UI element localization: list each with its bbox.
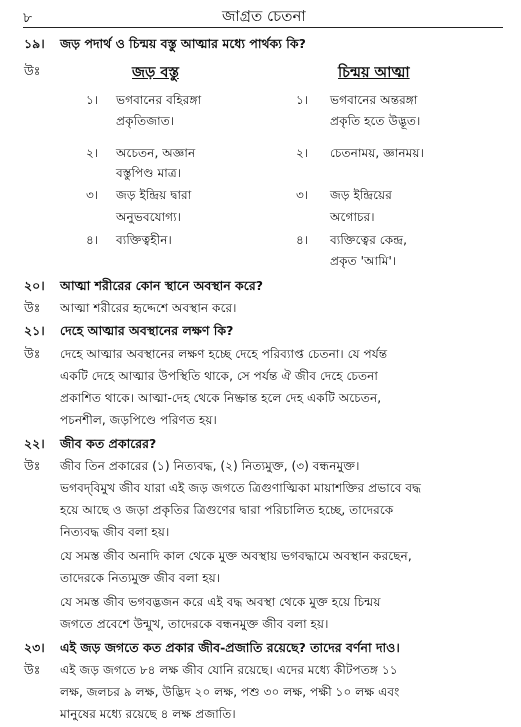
q19-left-num: ৩। bbox=[86, 188, 99, 202]
q22-answer-line: নিত্যবদ্ধ জীব বলা হয়। bbox=[60, 525, 170, 539]
q20-answer-label: উঃ bbox=[24, 300, 41, 315]
q19-col-left-head: জড় বস্তু bbox=[132, 65, 179, 81]
q19-left-text: অচেতন, অজ্ঞান bbox=[116, 146, 196, 160]
q21-answer-label: উঃ bbox=[24, 346, 41, 361]
q21-answer-line: পচনশীল, জড়পিণ্ডে পরিণত হয়। bbox=[60, 413, 217, 427]
q19-left-num: ৪। bbox=[86, 233, 99, 247]
q22-question: জীব কত প্রকারের? bbox=[60, 436, 157, 451]
q19-col-right-head: চিন্ময় আত্মা bbox=[338, 65, 410, 81]
q23-answer-line: মানুষের মধ্যে রয়েছে ৪ লক্ষ প্রজাতি। bbox=[60, 707, 236, 721]
q21-answer-line: দেহে আত্মার অবস্থানের লক্ষণ হচ্ছে দেহে পরিব্যাপ্ত চেতনা। যে পর্যন্ত bbox=[60, 347, 388, 361]
running-title: জাগ্রত চেতনা bbox=[222, 7, 306, 25]
q22-answer-line: তাদেরকে নিত্যমুক্ত জীব বলা হয়। bbox=[60, 571, 221, 585]
q19-right-num: ৪। bbox=[296, 233, 309, 247]
q22-answer-line: জগতে প্রবেশে উন্মুখ, তাদেরকে বন্ধনমুক্ত জীব বলা হয়। bbox=[60, 617, 329, 631]
q22-answer-line: হয়ে আছে ও জড়া প্রকৃতির ত্রিগুণের দ্বারা পরিচালিত হচ্ছে, তাদেরকে bbox=[60, 503, 394, 517]
q21-question: দেহে আত্মার অবস্থানের লক্ষণ কি? bbox=[60, 323, 234, 338]
q23-answer-line: এই জড় জগতে ৮৪ লক্ষ জীব যোনি রয়েছে। এদের মধ্যে কীটপতঙ্গ ১১ bbox=[60, 663, 398, 677]
q21-answer-line: একটি দেহে আত্মার উপস্থিতি থাকে, সে পর্যন্ত ঐ জীব দেহে চেতনা bbox=[60, 369, 378, 383]
q19-left-text: জড় ইন্দ্রিয় দ্বারা bbox=[116, 188, 192, 202]
q19-left-num: ১। bbox=[86, 93, 99, 107]
q22-answer-label: উঃ bbox=[24, 458, 41, 473]
q19-right-text: ব্যক্তিত্বের কেন্দ্র, bbox=[330, 233, 407, 247]
q23-answer-label: উঃ bbox=[24, 662, 41, 677]
q19-right-num: ২। bbox=[296, 146, 309, 160]
q20-number: ২০। bbox=[24, 278, 45, 293]
q19-left-text: প্রকৃতিজাত। bbox=[116, 114, 175, 128]
q19-right-text: প্রকৃতি হতে উদ্ভূত। bbox=[330, 114, 421, 128]
q19-left-text: অনুভবযোগ্য। bbox=[116, 210, 182, 224]
q22-answer-line: যে সমস্ত জীব অনাদি কাল থেকে মুক্ত অবস্থায় ভগবদ্ধামে অবস্থান করছেন, bbox=[60, 549, 412, 563]
q19-right-text: প্রকৃত 'আমি'। bbox=[330, 254, 397, 268]
q19-left-num: ২। bbox=[86, 146, 99, 160]
q19-right-num: ৩। bbox=[296, 188, 309, 202]
q19-left-text: ভগবানের বহিরঙ্গা bbox=[116, 93, 202, 107]
q19-answer-label: উঃ bbox=[24, 63, 41, 78]
q21-answer-line: প্রকাশিত থাকে। আত্মা-দেহ থেকে নিষ্ক্রান্ত হলে দেহ একটি অচেতন, bbox=[60, 391, 382, 405]
q19-right-text: ভগবানের অন্তরঙ্গা bbox=[330, 93, 418, 107]
q23-answer-line: লক্ষ, জলচর ৯ লক্ষ, উদ্ভিদ ২০ লক্ষ, পশু ৩০ লক্ষ, পক্ষী ১০ লক্ষ এবং bbox=[60, 685, 400, 699]
q19-right-text: অগোচর। bbox=[330, 210, 375, 224]
q22-answer-line: জীব তিন প্রকারের (১) নিত্যবদ্ধ, (২) নিত্যমুক্ত, (৩) বন্ধনমুক্ত। bbox=[60, 459, 360, 473]
q22-answer-line: যে সমস্ত জীব ভগবদ্ভজন করে এই বদ্ধ অবস্থা থেকে মুক্ত হয়ে চিন্ময় bbox=[60, 595, 381, 609]
q19-right-num: ১। bbox=[296, 93, 309, 107]
q21-number: ২১। bbox=[24, 323, 45, 338]
q22-answer-line: ভগবদ্‌বিমুখ জীব যারা এই জড় জগতে ত্রিগুণাত্মিকা মায়াশক্তির প্রভাবে বদ্ধ bbox=[60, 481, 422, 495]
q20-answer: আত্মা শরীরের হৃদ্দেশে অবস্থান করে। bbox=[60, 301, 237, 315]
q19-left-text: বস্তুপিণ্ড মাত্র। bbox=[116, 166, 182, 180]
page-number: ৮ bbox=[23, 10, 33, 26]
q19-number: ১৯। bbox=[24, 36, 45, 51]
header-rule bbox=[23, 27, 503, 28]
q23-number: ২৩। bbox=[24, 640, 45, 655]
q23-question: এই জড় জগতে কত প্রকার জীব-প্রজাতি রয়েছে? তাদের বর্ণনা দাও। bbox=[60, 640, 400, 655]
q20-question: আত্মা শরীরের কোন স্থানে অবস্থান করে? bbox=[60, 278, 263, 293]
q19-left-text: ব্যক্তিত্বহীন। bbox=[116, 233, 172, 247]
q19-right-text: চেতনাময়, জ্ঞানময়। bbox=[330, 146, 424, 160]
q19-right-text: জড় ইন্দ্রিয়ের bbox=[330, 188, 392, 202]
q22-number: ২২। bbox=[24, 436, 45, 451]
q19-question: জড় পদার্থ ও চিন্ময় বস্তু আত্মার মধ্যে পার্থক্য কি? bbox=[60, 36, 306, 51]
